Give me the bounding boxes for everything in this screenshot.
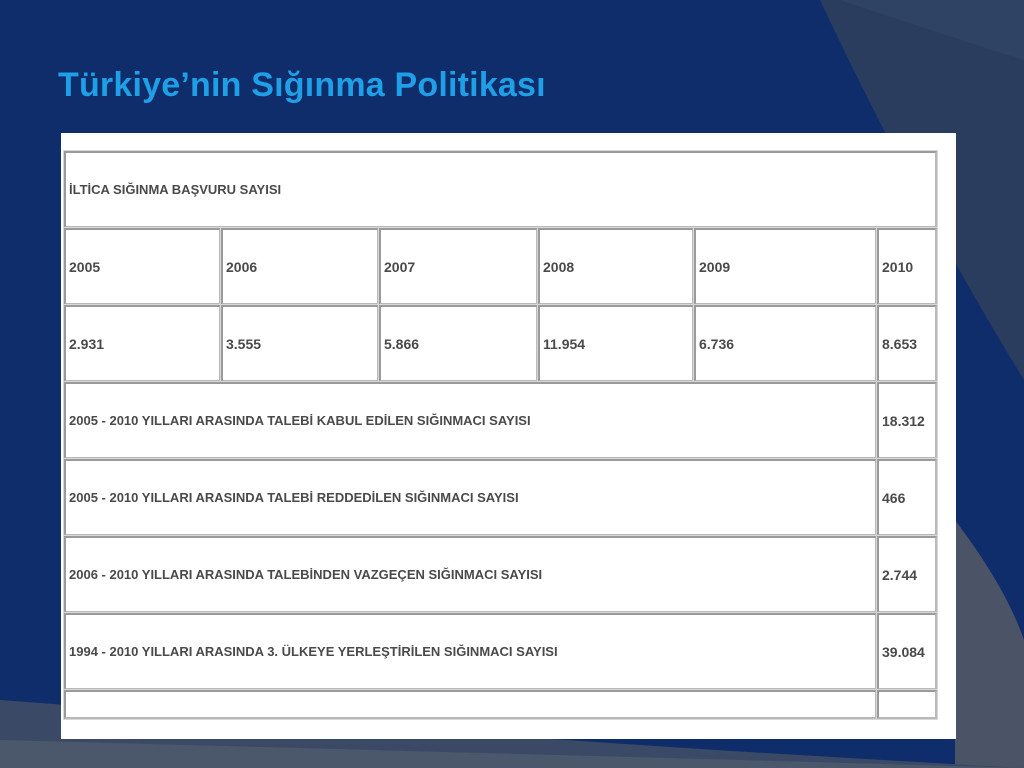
- year-cell-2009: 2009: [694, 228, 877, 305]
- empty-row-label: [64, 690, 877, 719]
- year-cell-2008: 2008: [538, 228, 694, 305]
- row-label-rejected: 2005 - 2010 YILLARI ARASINDA TALEBİ REDDEDİLEN SIĞINMACI SAYISI: [64, 459, 877, 536]
- row-value-withdrawn: 2.744: [877, 536, 937, 613]
- count-cell-2005: 2.931: [64, 305, 221, 382]
- row-label-withdrawn: 2006 - 2010 YILLARI ARASINDA TALEBİNDEN VAZGEÇEN SIĞINMACI SAYISI: [64, 536, 877, 613]
- slide-title: Türkiye’nin Sığınma Politikası: [58, 66, 546, 104]
- year-cell-2005: 2005: [64, 228, 221, 305]
- asylum-statistics-table: [63, 150, 938, 720]
- row-value-resettled: 39.084: [877, 613, 937, 690]
- count-cell-2008: 11.954: [538, 305, 694, 382]
- count-cell-2009: 6.736: [694, 305, 877, 382]
- table-header: İLTİCA SIĞINMA BAŞVURU SAYISI: [64, 151, 937, 228]
- year-cell-2010: 2010: [877, 228, 937, 305]
- count-cell-2010: 8.653: [877, 305, 937, 382]
- count-cell-2006: 3.555: [221, 305, 379, 382]
- row-label-resettled: 1994 - 2010 YILLARI ARASINDA 3. ÜLKEYE YERLEŞTİRİLEN SIĞINMACI SAYISI: [64, 613, 877, 690]
- empty-row-value: [877, 690, 937, 719]
- row-value-rejected: 466: [877, 459, 937, 536]
- row-value-accepted: 18.312: [877, 382, 937, 459]
- row-label-accepted: 2005 - 2010 YILLARI ARASINDA TALEBİ KABUL EDİLEN SIĞINMACI SAYISI: [64, 382, 877, 459]
- year-cell-2007: 2007: [379, 228, 538, 305]
- year-cell-2006: 2006: [221, 228, 379, 305]
- count-cell-2007: 5.866: [379, 305, 538, 382]
